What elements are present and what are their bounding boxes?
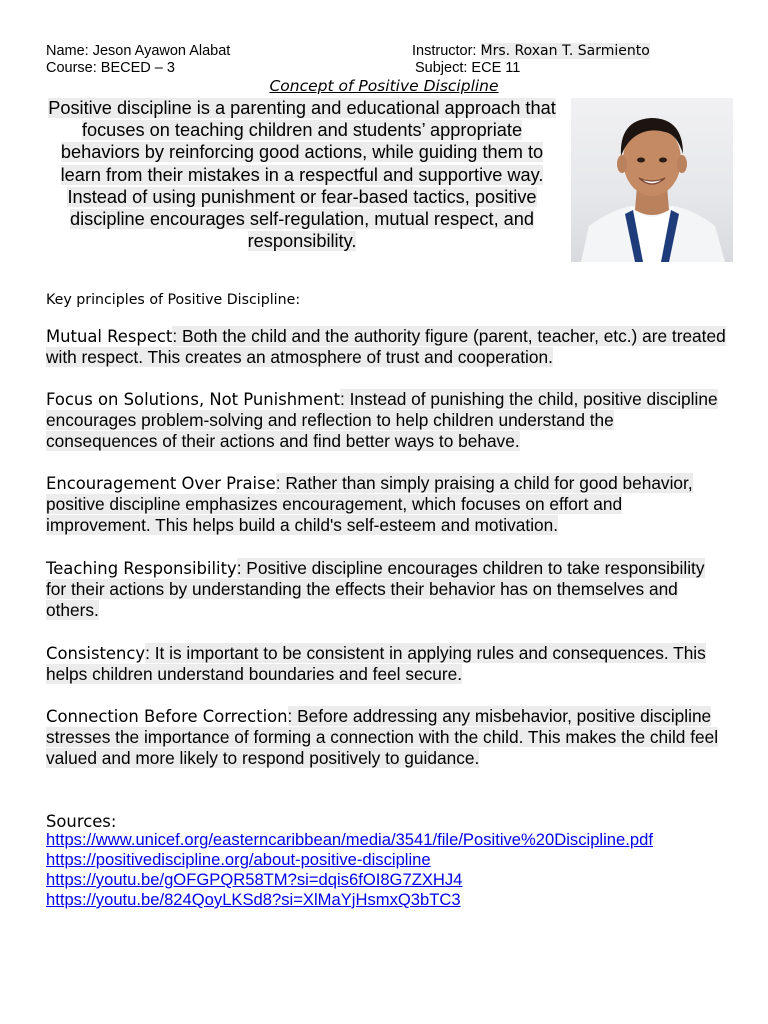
instructor-label: Instructor: xyxy=(412,43,481,59)
principle-mutual-respect xyxy=(46,326,726,368)
principle-text: : Positive discipline encourages children to take responsibility for their actions by understanding the effects their behavior has on themselves and others. xyxy=(46,558,705,620)
principle-text: : Rather than simply praising a child for good behavior, positive discipline emphasizes encouragement, which focuses on effort and improvement. This helps build a child's self-esteem and motivation. xyxy=(46,473,693,535)
student-portrait-image xyxy=(571,98,733,262)
principle-focus-on-solutions xyxy=(46,389,726,452)
principle-term: Mutual Respect xyxy=(46,327,173,346)
course-line: Course: BECED – 3 xyxy=(46,60,175,76)
intro-paragraph xyxy=(46,97,558,252)
key-principles-heading: Key principles of Positive Discipline: xyxy=(46,292,301,308)
source-link-youtube-1[interactable]: https://youtu.be/gOFGPQR58TM?si=dqis6fOI8G7ZXHJ4 xyxy=(46,870,463,889)
sources-list xyxy=(46,830,653,910)
principle-text: : Both the child and the authority figure (parent, teacher, etc.) are treated with respect. This creates an atmosphere of trust and cooperation. xyxy=(46,326,726,367)
source-link-youtube-2[interactable]: https://youtu.be/824QoyLKSd8?si=XlMaYjHsmxQ3bTC3 xyxy=(46,890,461,909)
principle-term: Focus on Solutions, Not Punishment xyxy=(46,390,341,409)
principle-text: : Before addressing any misbehavior, positive discipline stresses the importance of forming a connection with the child. This makes the child feel valued and more likely to respond positively to guidance. xyxy=(46,706,719,768)
instructor-line xyxy=(412,43,650,60)
principle-term: Connection Before Correction xyxy=(46,707,288,726)
source-link-unicef[interactable]: https://www.unicef.org/easterncaribbean/media/3541/file/Positive%20Discipline.pdf xyxy=(46,830,653,849)
student-name: Name: Jeson Ayawon Alabat xyxy=(46,43,231,59)
principle-encouragement xyxy=(46,473,726,536)
principle-connection-before-correction xyxy=(46,706,726,769)
principle-teaching-responsibility xyxy=(46,558,726,621)
principle-consistency xyxy=(46,643,726,685)
subject-line: Subject: ECE 11 xyxy=(415,60,521,76)
page-title-text: Concept of Positive Discipline xyxy=(269,77,499,95)
principle-term: Consistency xyxy=(46,644,146,663)
principle-term: Teaching Responsibility xyxy=(46,559,237,578)
sources-label: Sources: xyxy=(46,812,117,831)
principle-text: : Instead of punishing the child, positive discipline encourages problem-solving and reflection to help children understand the consequences of their actions and find better ways to behave. xyxy=(46,389,718,451)
student-photo xyxy=(571,98,733,262)
principle-term: Encouragement Over Praise xyxy=(46,474,276,493)
intro-text: Positive discipline is a parenting and educational approach that focuses on teaching children and students’ appropriate behaviors by reinforcing good actions, while guiding them to learn from their mistakes in a respectful and supportive way. Instead of using punishment or fear-based tactics, positive discipline encourages self-regulation, mutual respect, and responsibility. xyxy=(48,98,556,252)
page-title xyxy=(0,77,768,95)
source-link-positivediscipline[interactable]: https://positivediscipline.org/about-positive-discipline xyxy=(46,850,431,869)
principle-text: : It is important to be consistent in applying rules and consequences. This helps children understand boundaries and feel secure. xyxy=(46,643,706,684)
instructor-name: Mrs. Roxan T. Sarmiento xyxy=(480,43,650,59)
